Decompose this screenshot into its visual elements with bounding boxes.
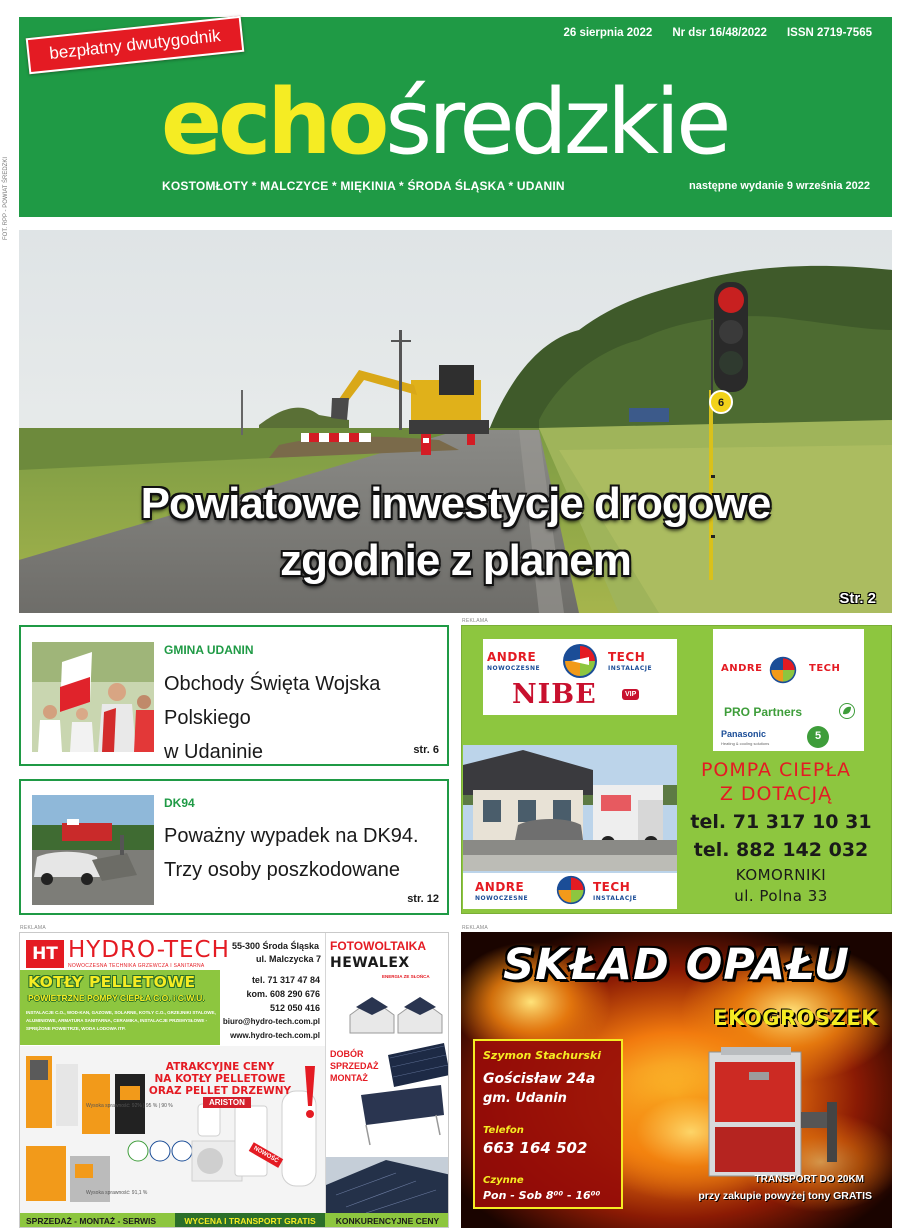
offer-line2: NA KOTŁY PELLETOWE bbox=[154, 1073, 286, 1085]
pellet-boilers-heading: KOTŁY PELLETOWE bbox=[28, 973, 196, 991]
article-section: DK94 bbox=[164, 796, 195, 810]
brand-tech: TECH bbox=[809, 663, 841, 674]
hydro-tech-tagline: NOWOCZESNA TECHNIKA GRZEWCZA I SANITARNA bbox=[68, 963, 205, 969]
phone-number-1[interactable]: tel. 71 317 10 31 bbox=[690, 811, 872, 833]
issue-date: 26 sierpnia 2022 bbox=[563, 27, 653, 39]
transport-offer: TRANSPORT DO 20KM bbox=[754, 1174, 864, 1185]
brand-andre: ANDRE bbox=[721, 663, 763, 674]
address-city: KOMORNIKI bbox=[735, 866, 827, 884]
issn: ISSN 2719-7565 bbox=[786, 27, 872, 39]
article-thumbnail bbox=[32, 795, 154, 905]
issue-number: Nr dsr 16/48/2022 bbox=[672, 27, 767, 39]
phone-number-2[interactable]: tel. 882 142 032 bbox=[693, 839, 869, 861]
badge-text: bezpłatny dwutygodnik bbox=[48, 26, 222, 63]
headline-line2: Z DOTACJĄ bbox=[719, 783, 833, 805]
address-street: ul. Polna 33 bbox=[734, 887, 828, 905]
brand-andre: ANDRE bbox=[475, 880, 525, 894]
article-thumbnail bbox=[32, 642, 154, 752]
hydro-tech-name: HYDRO-TECH bbox=[68, 937, 230, 963]
depot-gmina: gm. Udanin bbox=[483, 1091, 567, 1106]
headline-line1: Obchody Święta Wojska Polskiego bbox=[164, 673, 381, 729]
brand-sub-right: INSTALACJE bbox=[593, 895, 638, 902]
hydro-tech-website[interactable]: www.hydro-tech.com.pl bbox=[230, 1031, 320, 1040]
brand-sub-right: INSTALACJE bbox=[608, 665, 653, 672]
services-list: INSTALACJE C.O., WOD-KAN, GAZOWE, SOLARNE, KOTŁY C.O., GRZEJNIKI STALOWE, ALUMINIOWE, ARMATURA SANITARNA, CERAMIKA, INSTALACJE PRZEMYSŁOWE - SPRĘŻONE POWIETRZE, WODA LODOWA ITP. bbox=[26, 1010, 216, 1031]
article-page-ref[interactable]: str. 12 bbox=[407, 893, 439, 905]
hydro-tech-address-street: ul. Malczycka 7 bbox=[256, 954, 322, 964]
leaf-icon bbox=[839, 703, 855, 719]
ariston-logo: ARISTON bbox=[203, 1097, 251, 1108]
new-badge: NOWOŚĆ bbox=[249, 1142, 283, 1167]
hydro-tech-mobile-2[interactable]: 512 050 416 bbox=[269, 1003, 320, 1013]
towns-list: KOSTOMŁOTY * MALCZYCE * MIĘKINIA * ŚRODA ŚLĄSKA * UDANIN bbox=[162, 179, 565, 193]
brand-tech: TECH bbox=[608, 650, 646, 664]
hydro-tech-logo-icon: HT bbox=[26, 940, 64, 968]
pro-partners-logo bbox=[713, 629, 864, 751]
pv-title: FOTOWOLTAIKA bbox=[330, 939, 426, 953]
headline-line2: Trzy osoby poszkodowane bbox=[164, 859, 401, 881]
pellet-offer bbox=[130, 1061, 310, 1097]
hero-headline-line1: Powiatowe inwestycje drogowe bbox=[140, 479, 771, 528]
opening-label: Czynne bbox=[483, 1175, 524, 1186]
warranty-badge: 5 bbox=[807, 726, 829, 748]
vip-badge: VIP bbox=[622, 689, 639, 700]
andre-tech-logo-bottom bbox=[463, 873, 677, 909]
owner-name: Szymon Stachurski bbox=[483, 1049, 602, 1062]
offer-line1: ATRAKCYJNE CENY bbox=[165, 1061, 275, 1073]
pro-partners-text: PRO Partners bbox=[724, 705, 803, 719]
next-issue-date: następne wydanie 9 września 2022 bbox=[689, 180, 870, 192]
hydro-tech-email[interactable]: biuro@hydro-tech.com.pl bbox=[222, 1017, 320, 1026]
panasonic-sub: Heating & cooling solutions bbox=[721, 741, 770, 746]
heat-pumps-heading: POWIETRZNE POMPY CIEPŁA C.O. i C.W.U. bbox=[28, 993, 205, 1003]
headline-line2: w Udaninie bbox=[164, 741, 263, 763]
heat-pump-headline bbox=[681, 758, 871, 806]
footer-prices: KONKURENCYJNE CENY bbox=[335, 1216, 440, 1226]
hydro-tech-tel[interactable]: tel. 71 317 47 84 bbox=[251, 975, 320, 985]
hydro-tech-contacts bbox=[220, 973, 320, 1043]
opening-hours: Pon - Sob 8⁰⁰ - 16⁰⁰ bbox=[483, 1189, 601, 1202]
efficiency-note-1: Wysoka sprawność: 92% | 95 % | 90 % bbox=[86, 1103, 173, 1109]
issue-info bbox=[563, 27, 872, 39]
hydro-tech-address-city: 55-300 Środa Śląska bbox=[232, 941, 320, 951]
andre-tech-emblem-icon bbox=[768, 656, 798, 684]
fuel-contact-box bbox=[473, 1039, 623, 1209]
headline-line1: POMPA CIEPŁA bbox=[700, 759, 852, 781]
ad-fuel-depot[interactable] bbox=[461, 932, 892, 1228]
footer-sales: SPRZEDAŻ - MONTAŻ - SERWIS bbox=[26, 1216, 157, 1226]
offer-line3: ORAZ PELLET DRZEWNY bbox=[148, 1085, 292, 1097]
hydro-tech-mobile[interactable]: kom. 608 290 676 bbox=[246, 989, 320, 999]
ad-label: REKLAMA bbox=[462, 925, 488, 931]
hero-page-ref[interactable]: Str. 2 bbox=[839, 590, 876, 607]
fuel-depot-title: SKŁAD OPAŁU bbox=[503, 940, 850, 990]
andre-tech-nibe-logo bbox=[483, 639, 677, 715]
depot-phone[interactable]: 663 164 502 bbox=[483, 1139, 588, 1157]
transport-free-condition: przy zakupie powyżej tony GRATIS bbox=[698, 1190, 872, 1202]
article-section: GMINA UDANIN bbox=[164, 643, 254, 657]
brand-sub-left: NOWOCZESNE bbox=[475, 895, 529, 902]
hydro-tech-footer bbox=[20, 1213, 449, 1228]
eco-pea-coal-heading: EKOGROSZEK bbox=[713, 1006, 878, 1030]
logo-echo: echo bbox=[161, 70, 386, 175]
free-biweekly-badge bbox=[26, 16, 245, 74]
hewalex-tagline: ENERGIA ZE SŁOŃCA bbox=[382, 974, 430, 979]
masthead bbox=[19, 17, 892, 217]
hewalex-logo: HEWALEX bbox=[330, 955, 410, 971]
ad-label: REKLAMA bbox=[462, 618, 488, 624]
article-headline[interactable] bbox=[164, 819, 434, 887]
hero-story[interactable] bbox=[19, 230, 892, 613]
nibe-logo: NIBE bbox=[512, 679, 597, 710]
efficiency-note-2: Wysoka sprawność: 91,1 % bbox=[86, 1190, 148, 1196]
photovoltaics-panel bbox=[325, 933, 449, 1228]
depot-street: Gościsław 24a bbox=[483, 1071, 596, 1087]
andre-tech-emblem-icon bbox=[561, 643, 599, 679]
article-page-ref[interactable]: str. 6 bbox=[413, 744, 439, 756]
brand-sub-left: NOWOCZESNE bbox=[487, 665, 541, 672]
headline-line1: Poważny wypadek na DK94. bbox=[164, 825, 419, 847]
article-headline[interactable] bbox=[164, 667, 434, 769]
brand-andre: ANDRE bbox=[487, 650, 537, 664]
article-card-udanin[interactable] bbox=[19, 625, 449, 766]
andre-tech-emblem-icon bbox=[555, 875, 587, 905]
ad-hydro-tech[interactable] bbox=[19, 932, 449, 1228]
solar-panels-photo bbox=[326, 985, 449, 1213]
logo-sredzkie: średzkie bbox=[385, 70, 728, 175]
brand-tech: TECH bbox=[593, 880, 631, 894]
photo-credit: FOT. RPP - POWIAT ŚREDZKI bbox=[3, 156, 9, 240]
phone-label: Telefon bbox=[483, 1125, 524, 1136]
article-card-dk94[interactable] bbox=[19, 779, 449, 915]
road-sign-number: 6 bbox=[717, 397, 725, 409]
ad-label: REKLAMA bbox=[20, 925, 46, 931]
panasonic-logo: Panasonic bbox=[721, 729, 767, 739]
pv-services: DOBÓR SPRZEDAŻ MONTAŻ bbox=[330, 1049, 379, 1083]
footer-free-quote: WYCENA I TRANSPORT GRATIS bbox=[175, 1213, 325, 1228]
hero-headline-line2: zgodnie z planem bbox=[280, 536, 631, 585]
ad-heat-pump[interactable] bbox=[461, 625, 892, 914]
newspaper-logo[interactable] bbox=[161, 70, 728, 175]
